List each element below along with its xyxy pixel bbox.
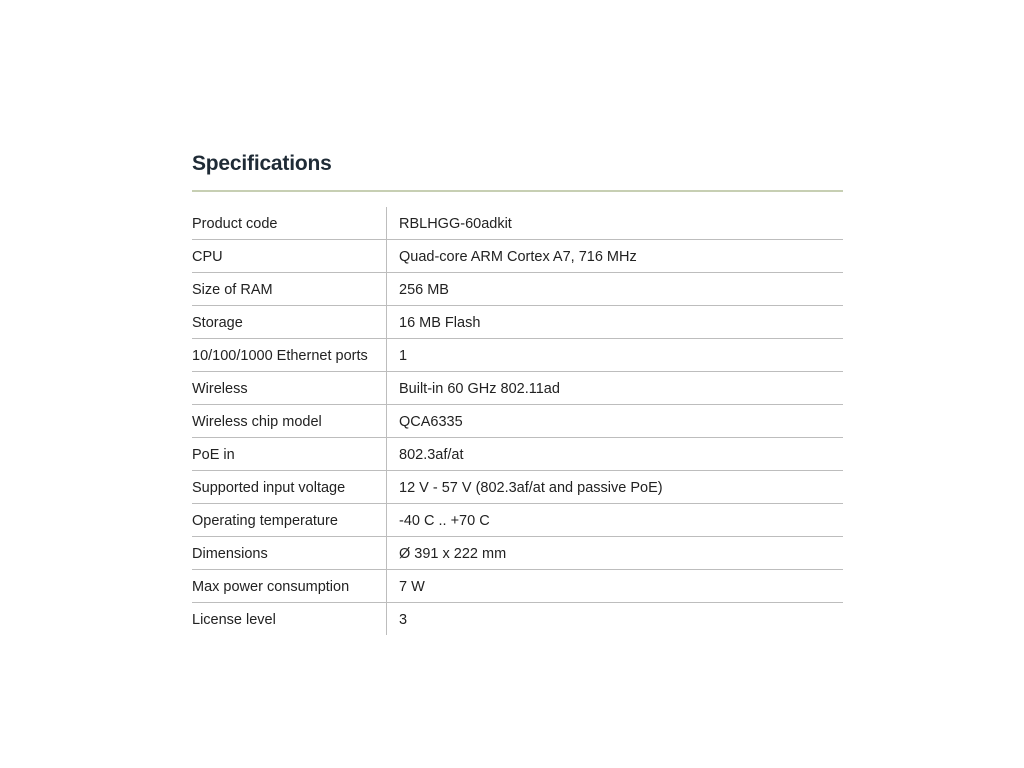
- spec-label: License level: [192, 603, 387, 636]
- specifications-title: Specifications: [192, 152, 332, 175]
- spec-row-dimensions: [192, 537, 843, 570]
- spec-row-cpu: [192, 240, 843, 273]
- spec-label: Dimensions: [192, 537, 387, 570]
- spec-row-license-level: [192, 603, 843, 636]
- spec-row-wireless: [192, 372, 843, 405]
- spec-value: 7 W: [387, 570, 844, 603]
- spec-value: 3: [399, 612, 408, 628]
- spec-value: 256 MB: [387, 273, 844, 306]
- spec-row-input-voltage: [192, 471, 843, 504]
- specifications-section: [192, 150, 843, 635]
- spec-row-max-power: [192, 570, 843, 603]
- spec-value: -40 C .. +70 C: [387, 504, 844, 537]
- title-divider: [192, 190, 843, 192]
- spec-value: 12 V - 57 V (802.3af/at and passive PoE): [387, 471, 844, 504]
- spec-value: RBLHGG-60adkit: [387, 207, 844, 240]
- spec-label: Wireless: [192, 372, 387, 405]
- spec-label: Size of RAM: [192, 273, 387, 306]
- specifications-table: [192, 207, 843, 635]
- spec-label: Max power consumption: [192, 570, 387, 603]
- spec-label: Operating temperature: [192, 504, 387, 537]
- spec-row-ram: [192, 273, 843, 306]
- spec-label: Wireless chip model: [192, 405, 387, 438]
- spec-value: 802.3af/at: [387, 438, 844, 471]
- spec-label: Storage: [192, 306, 387, 339]
- spec-row-operating-temperature: [192, 504, 843, 537]
- spec-row-ethernet-ports: [192, 339, 843, 372]
- spec-label: Supported input voltage: [192, 471, 387, 504]
- spec-value: Quad-core ARM Cortex A7, 716 MHz: [387, 240, 844, 273]
- spec-label: CPU: [192, 240, 387, 273]
- spec-value: 16 MB Flash: [387, 306, 844, 339]
- spec-label: PoE in: [192, 438, 387, 471]
- spec-label: 10/100/1000 Ethernet ports: [192, 339, 387, 372]
- spec-row-wireless-chip: [192, 405, 843, 438]
- spec-row-storage: [192, 306, 843, 339]
- spec-row-product-code: [192, 207, 843, 240]
- spec-value: Built-in 60 GHz 802.11ad: [387, 372, 844, 405]
- spec-value: QCA6335: [387, 405, 844, 438]
- spec-value: 1: [387, 339, 844, 372]
- spec-row-poe-in: [192, 438, 843, 471]
- spec-label: Product code: [192, 207, 387, 240]
- spec-value: Ø 391 x 222 mm: [387, 537, 844, 570]
